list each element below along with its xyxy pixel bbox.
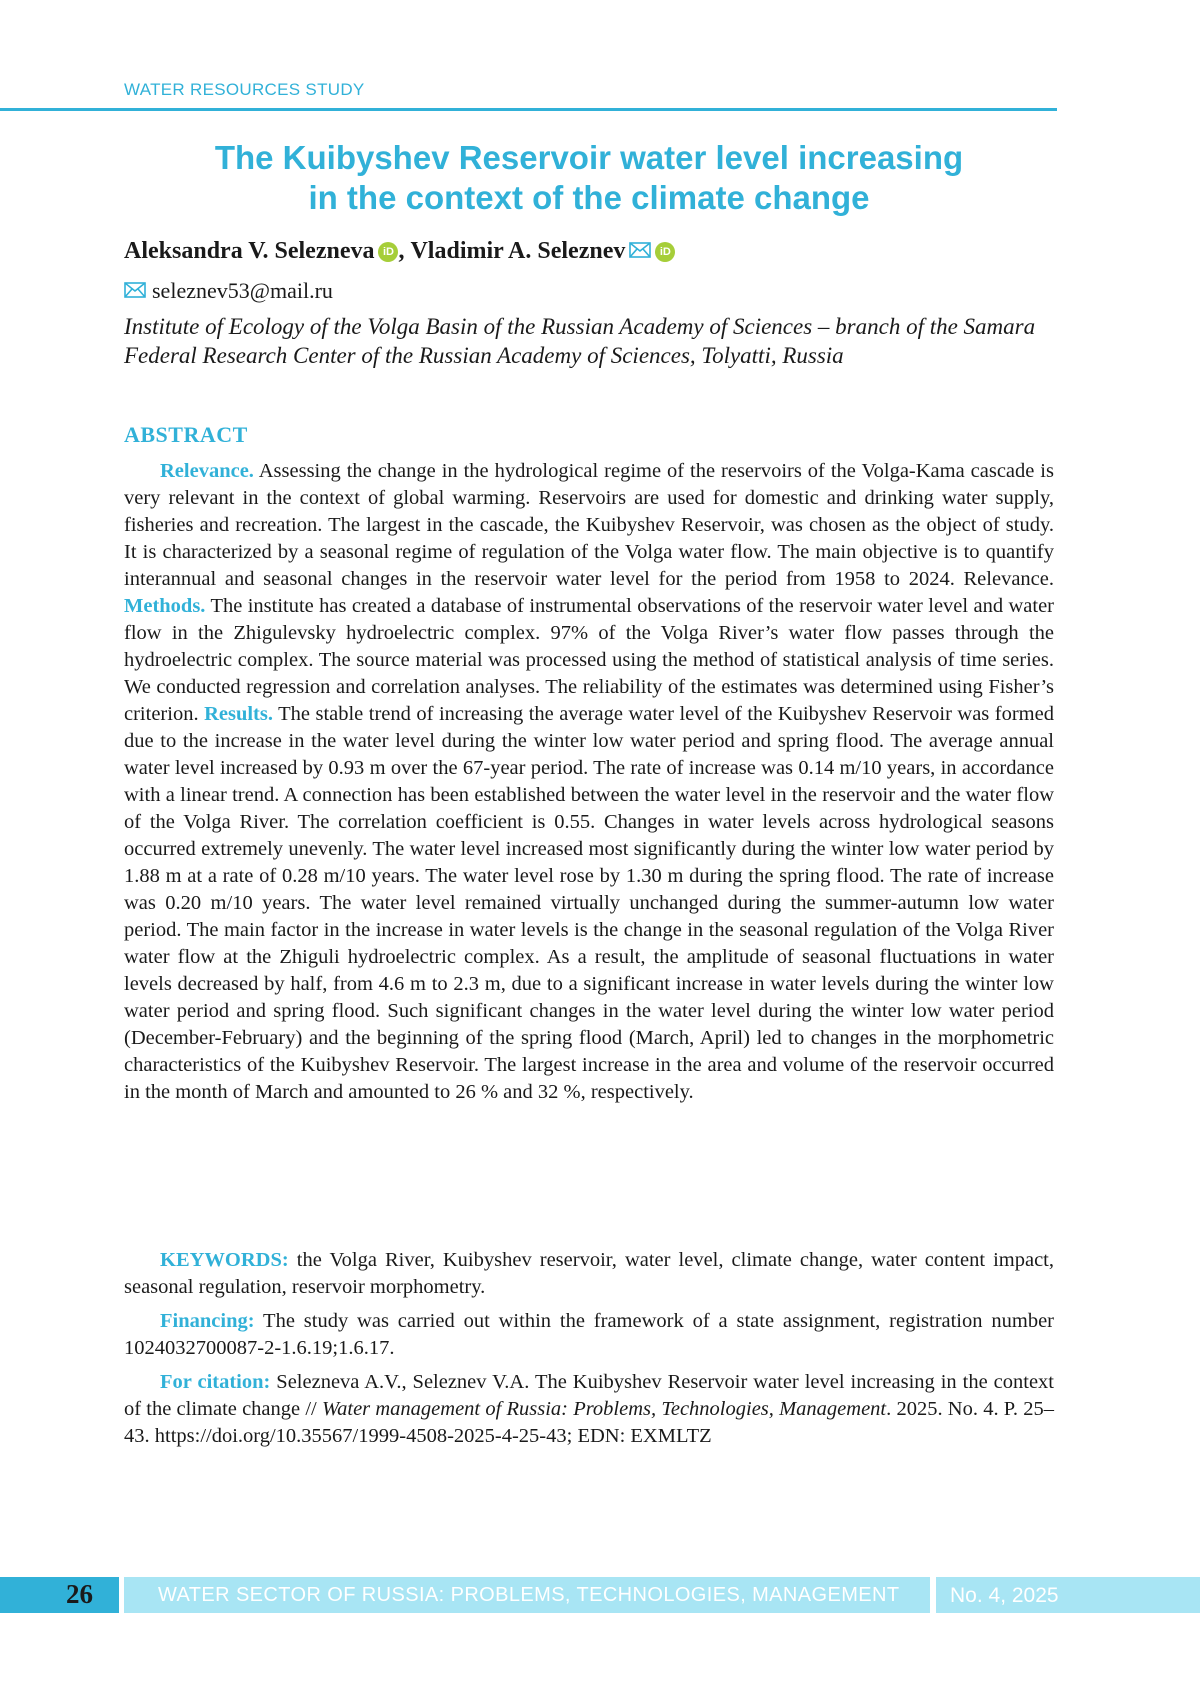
citation-paragraph: [124, 1369, 1054, 1450]
header-rule: [0, 108, 1057, 111]
page-number-box: [0, 1577, 119, 1613]
financing-label: Financing:: [160, 1310, 255, 1332]
issue-label: No. 4, 2025: [950, 1584, 1059, 1607]
title-line-1: The Kuibyshev Reservoir water level increasing: [214, 139, 964, 176]
financing-paragraph: [124, 1308, 1054, 1362]
journal-name: WATER SECTOR OF RUSSIA: PROBLEMS, TECHNOLOGIES, MANAGEMENT: [158, 1584, 900, 1606]
section-label: WATER RESOURCES STUDY: [124, 80, 365, 99]
title-line-2: in the context of the climate change: [308, 179, 870, 216]
author-1: Aleksandra V. Selezneva: [124, 238, 375, 264]
keywords-label: KEYWORDS:: [160, 1249, 289, 1271]
methods-text: The institute has created a database of instrumental observations of the reservoir water level and water flow in the Zhigulevsky hydroelectric complex. 97% of the Volga River’s water flow passes through the hydroelectric complex. The source material was processed using the method of statistical analysis of time series. We conducted regression and correlation analyses. The reliability of the estimates was determined using Fisher’s criterion.: [124, 595, 1054, 725]
authors-line: [124, 238, 679, 265]
financing-text: The study was carried out within the framework of a state assignment, registration number 1024032700087-2-1.6.19;1.6.17.: [124, 1310, 1054, 1359]
methods-label: Methods.: [124, 595, 206, 617]
relevance-label: Relevance.: [160, 460, 254, 482]
results-label: Results.: [204, 703, 273, 725]
relevance-text: Assessing the change in the hydrological regime of the reservoirs of the Volga-Kama cascade is very relevant in the context of global warming. Reservoirs are used for domestic and drinking water supply, fisheries and recreation. The largest in the cascade, the Kuibyshev Reservoir, was chosen as the object of study. It is characterized by a seasonal regime of regulation of the Volga water flow. The main objective is to quantify interannual and seasonal changes in the reservoir water level for the period from 1958 to 2024. Relevance.: [124, 460, 1054, 590]
citation-text-before: Selezneva A.V., Seleznev V.A. The Kuibyshev Reservoir water level increasing in the context of the climate change //: [124, 1371, 1054, 1420]
affiliation: Institute of Ecology of the Volga Basin of the Russian Academy of Sciences – branch of the Samara Federal Research Center of the Russian Academy of Sciences, Tolyatti, Russia: [124, 314, 1036, 368]
abstract-body: [124, 458, 1054, 1106]
results-text: The stable trend of increasing the average water level of the Kuibyshev Reservoir was formed due to the increase in the water level during the winter low water period and spring flood. The average annual water level increased by 0.93 m over the 67-year period. The rate of increase was 0.14 m/10 years, in accordance with a linear trend. A connection has been established between the water level in the reservoir and the water flow of the Volga River. The correlation coefficient is 0.55. Changes in water levels across hydrological seasons occurred extremely unevenly. The water level increased most significantly during the winter low water period by 1.88 m at a rate of 0.28 m/10 years. The water level rose by 1.30 m during the spring flood. The rate of increase was 0.20 m/10 years. The water level remained virtually unchanged during the summer-autumn low water period. The main factor in the increase in water levels is the change in the seasonal regulation of the Volga River water flow at the Zhiguli hydroelectric complex. As a result, the amplitude of seasonal fluctuations in water levels decreased by half, from 4.6 m to 2.3 m, due to a significant increase in water levels during the winter low water period and spring flood. Such significant changes in the water level during the winter low water period (December-February) and the beginning of the spring flood (March, April) led to changes in the morphometric characteristics of the Kuibyshev Reservoir. The largest increase in the area and volume of the reservoir occurred in the month of March and amounted to 26 % and 32 %, respectively.: [124, 703, 1054, 1103]
keywords-paragraph: [124, 1247, 1054, 1301]
envelope-icon[interactable]: [629, 238, 651, 265]
article-title: [124, 138, 1054, 218]
issue-box: [936, 1577, 1200, 1613]
keywords-text: the Volga River, Kuibyshev reservoir, water level, climate change, water content impact, seasonal regulation, reservoir morphometry.: [124, 1249, 1054, 1298]
correspondence-email: [124, 278, 333, 304]
author-2: Vladimir A. Seleznev: [410, 238, 626, 264]
journal-name-box: [124, 1577, 930, 1613]
envelope-icon: [124, 278, 146, 304]
abstract-heading: ABSTRACT: [124, 422, 248, 447]
author-separator: ,: [398, 238, 411, 264]
citation-text-after[interactable]: . 2025. No. 4. P. 25–43. https://doi.org/10.35567/1999-4508-2025-4-25-43; EDN: EXMLTZ: [124, 1398, 1054, 1447]
orcid-icon[interactable]: iD: [378, 242, 398, 262]
page-number: 26: [66, 1579, 93, 1609]
citation-label: For citation:: [160, 1371, 271, 1393]
email-link[interactable]: seleznev53@mail.ru: [152, 278, 333, 303]
citation-journal: Water management of Russia: Problems, Technologies, Management: [321, 1398, 887, 1420]
orcid-icon[interactable]: iD: [655, 242, 675, 262]
page-footer: [0, 1577, 1200, 1613]
